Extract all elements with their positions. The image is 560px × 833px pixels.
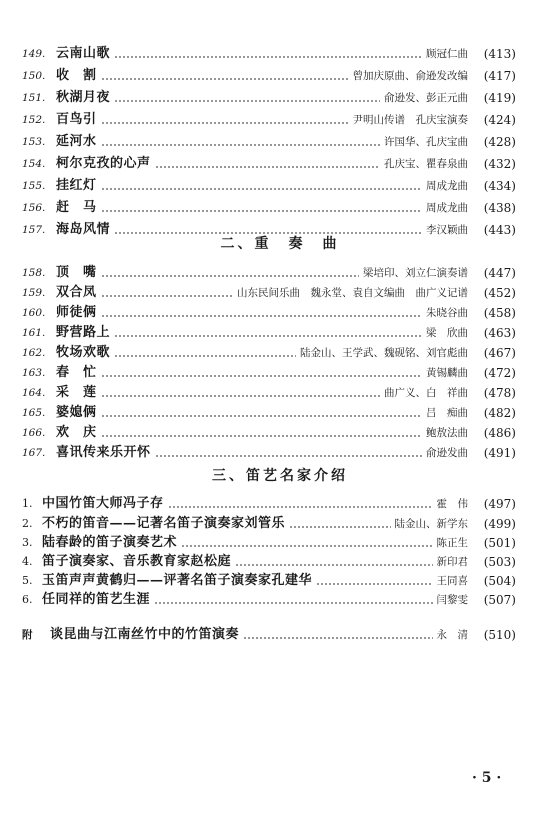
entry-credit: 陈正生 <box>436 537 468 549</box>
entry-credit: 闫黎雯 <box>436 594 468 606</box>
entry-title: 野营路上 <box>56 325 111 340</box>
toc-entry[interactable] <box>22 424 516 442</box>
entry-title: 玉笛声声黄鹤归——评著名笛子演奏家孔建华 <box>42 573 313 588</box>
entry-credit: 吕 痴曲 <box>426 407 468 419</box>
entry-title: 婆媳俩 <box>56 405 97 420</box>
dot-leader <box>289 526 390 528</box>
entry-credit: 梁 欣曲 <box>426 327 468 339</box>
entry-number: 153. <box>22 136 46 148</box>
entry-credit: 许国华、孔庆宝曲 <box>384 136 468 148</box>
dot-leader <box>101 275 359 277</box>
entry-number: 6. <box>22 593 33 606</box>
entry-credit: 俞逊发曲 <box>426 447 468 459</box>
entry-page: (472) <box>483 366 516 380</box>
entry-page: (491) <box>483 446 516 460</box>
toc-entry[interactable] <box>22 495 516 513</box>
toc-entry[interactable] <box>22 199 516 217</box>
toc-entry[interactable] <box>22 177 516 195</box>
toc-entry[interactable] <box>22 591 516 609</box>
entry-number: 150. <box>22 70 46 82</box>
entry-number: 162. <box>22 347 46 359</box>
entry-page: (499) <box>483 517 516 531</box>
dot-leader <box>235 564 432 566</box>
entry-title: 收 割 <box>56 68 97 83</box>
dot-leader <box>155 166 380 168</box>
entry-credit: 周成龙曲 <box>426 202 468 214</box>
dot-leader <box>114 56 422 58</box>
entry-page: (443) <box>483 223 516 237</box>
entry-number: 160. <box>22 307 46 319</box>
entry-page: (478) <box>483 386 516 400</box>
entry-credit: 陆金山、王学武、魏砚铭、刘官彪曲 <box>300 347 468 359</box>
entry-title: 海岛风情 <box>56 222 111 237</box>
entry-page: (463) <box>483 326 516 340</box>
entry-credit: 顾冠仁曲 <box>426 48 468 60</box>
entry-page: (507) <box>483 593 516 607</box>
entry-number: 167. <box>22 447 46 459</box>
entry-number: 159. <box>22 287 46 299</box>
toc-entry[interactable] <box>22 45 516 63</box>
entry-title: 不朽的笛音——记著名笛子演奏家刘管乐 <box>42 516 286 531</box>
entry-credit: 霍 伟 <box>436 498 468 510</box>
entry-credit: 朱晓谷曲 <box>426 307 468 319</box>
dot-leader <box>243 637 432 639</box>
page-number: · 5 · <box>472 770 502 786</box>
entry-title: 秋湖月夜 <box>56 90 111 105</box>
entry-title: 师徒俩 <box>56 305 97 320</box>
entry-number: 158. <box>22 267 46 279</box>
entry-number: 1. <box>22 497 33 510</box>
entry-page: (504) <box>483 574 516 588</box>
toc-entry[interactable] <box>22 324 516 342</box>
entry-number: 149. <box>22 48 46 60</box>
entry-credit: 周成龙曲 <box>426 180 468 192</box>
entry-credit: 黄锡麟曲 <box>426 367 468 379</box>
entry-page: (413) <box>483 47 516 61</box>
entry-credit: 新印君 <box>436 556 468 568</box>
entry-page: (510) <box>483 628 516 642</box>
entry-number: 161. <box>22 327 46 339</box>
dot-leader <box>101 375 422 377</box>
entry-credit: 梁培印、刘立仁演奏谱 <box>363 267 468 279</box>
entry-title: 谈昆曲与江南丝竹中的竹笛演奏 <box>50 627 240 642</box>
entry-page: (434) <box>483 179 516 193</box>
dot-leader <box>155 455 422 457</box>
dot-leader <box>316 583 432 585</box>
entry-credit: 俞逊发、彭正元曲 <box>384 92 468 104</box>
entry-number: 5. <box>22 574 33 587</box>
dot-leader <box>101 144 380 146</box>
entry-credit: 李汉颖曲 <box>426 224 468 236</box>
entry-page: (417) <box>483 69 516 83</box>
toc-entry[interactable] <box>22 89 516 107</box>
entry-credit: 陆金山、新学东 <box>394 518 468 530</box>
toc-entry[interactable] <box>22 133 516 151</box>
toc-entry[interactable] <box>22 534 516 552</box>
entry-title: 赶 马 <box>56 200 97 215</box>
toc-entry[interactable] <box>22 344 516 362</box>
entry-title: 牧场欢歌 <box>56 345 111 360</box>
entry-page: (486) <box>483 426 516 440</box>
entry-title: 挂红灯 <box>56 178 97 193</box>
entry-title: 云南山歌 <box>56 46 111 61</box>
section-heading: 三、笛艺名家介绍 <box>212 468 348 484</box>
entry-credit: 曲广义、白 祥曲 <box>384 387 468 399</box>
dot-leader <box>114 355 296 357</box>
toc-entry[interactable] <box>22 304 516 322</box>
entry-page: (467) <box>483 346 516 360</box>
entry-title: 陆春龄的笛子演奏艺术 <box>42 535 178 550</box>
entry-credit: 山东民间乐曲 魏永堂、袁自文编曲 曲广义记谱 <box>237 287 468 299</box>
entry-page: (458) <box>483 306 516 320</box>
dot-leader <box>101 315 422 317</box>
dot-leader <box>101 395 380 397</box>
entry-page: (428) <box>483 135 516 149</box>
entry-credit: 王同喜 <box>436 575 468 587</box>
dot-leader <box>101 78 349 80</box>
entry-title: 喜讯传来乐开怀 <box>56 445 151 460</box>
toc-entry[interactable] <box>22 553 516 571</box>
entry-number: 4. <box>22 555 33 568</box>
entry-page: (424) <box>483 113 516 127</box>
dot-leader <box>101 295 233 297</box>
entry-page: (482) <box>483 406 516 420</box>
toc-entry[interactable] <box>22 284 516 302</box>
dot-leader <box>181 545 432 547</box>
toc-entry[interactable] <box>22 264 516 282</box>
entry-credit: 尹明山传谱 孔庆宝演奏 <box>352 114 468 126</box>
section-heading: 二、重 奏 曲 <box>220 236 340 252</box>
entry-page: (447) <box>483 266 516 280</box>
entry-page: (452) <box>483 286 516 300</box>
entry-title: 延河水 <box>56 134 97 149</box>
entry-credit: 孔庆宝、瞿春泉曲 <box>384 158 468 170</box>
entry-number: 156. <box>22 202 46 214</box>
entry-credit: 永 清 <box>436 629 468 641</box>
entry-title: 百鸟引 <box>56 112 97 127</box>
entry-number: 157. <box>22 224 46 236</box>
toc-entry[interactable] <box>22 67 516 85</box>
entry-title: 顶 嘴 <box>56 265 97 280</box>
appendix-label: 附 <box>22 629 33 641</box>
entry-page: (419) <box>483 91 516 105</box>
entry-title: 任同祥的笛艺生涯 <box>42 592 151 607</box>
entry-credit: 曾加庆原曲、俞逊发改编 <box>352 70 468 82</box>
toc-entry[interactable] <box>22 111 516 129</box>
entry-title: 柯尔克孜的心声 <box>56 156 151 171</box>
entry-number: 163. <box>22 367 46 379</box>
entry-number: 155. <box>22 180 46 192</box>
entry-number: 3. <box>22 536 33 549</box>
dot-leader <box>101 210 422 212</box>
entry-title: 欢 庆 <box>56 425 97 440</box>
dot-leader <box>114 100 380 102</box>
toc-entry[interactable] <box>22 155 516 173</box>
toc-entry[interactable] <box>22 515 516 533</box>
entry-page: (501) <box>483 536 516 550</box>
entry-number: 154. <box>22 158 46 170</box>
toc-entry-appendix[interactable] <box>22 626 516 644</box>
dot-leader <box>101 415 422 417</box>
entry-title: 中国竹笛大师冯子存 <box>42 496 164 511</box>
dot-leader <box>101 122 349 124</box>
entry-number: 152. <box>22 114 46 126</box>
entry-title: 采 莲 <box>56 385 97 400</box>
entry-page: (438) <box>483 201 516 215</box>
entry-page: (432) <box>483 157 516 171</box>
toc-entry[interactable] <box>22 364 516 382</box>
entry-number: 165. <box>22 407 46 419</box>
entry-number: 164. <box>22 387 46 399</box>
dot-leader <box>154 602 432 604</box>
dot-leader <box>101 188 422 190</box>
entry-page: (503) <box>483 555 516 569</box>
dot-leader <box>168 506 433 508</box>
toc-entry[interactable] <box>22 444 516 462</box>
entry-page: (497) <box>483 497 516 511</box>
toc-entry[interactable] <box>22 404 516 422</box>
entry-title: 双合凤 <box>56 285 97 300</box>
dot-leader <box>101 435 422 437</box>
entry-title: 笛子演奏家、音乐教育家赵松庭 <box>42 554 232 569</box>
entry-number: 2. <box>22 517 33 530</box>
entry-title: 春 忙 <box>56 365 97 380</box>
entry-number: 151. <box>22 92 46 104</box>
entry-credit: 鲍敖法曲 <box>426 427 468 439</box>
toc-entry[interactable] <box>22 384 516 402</box>
toc-entry[interactable] <box>22 572 516 590</box>
dot-leader <box>114 335 422 337</box>
entry-number: 166. <box>22 427 46 439</box>
